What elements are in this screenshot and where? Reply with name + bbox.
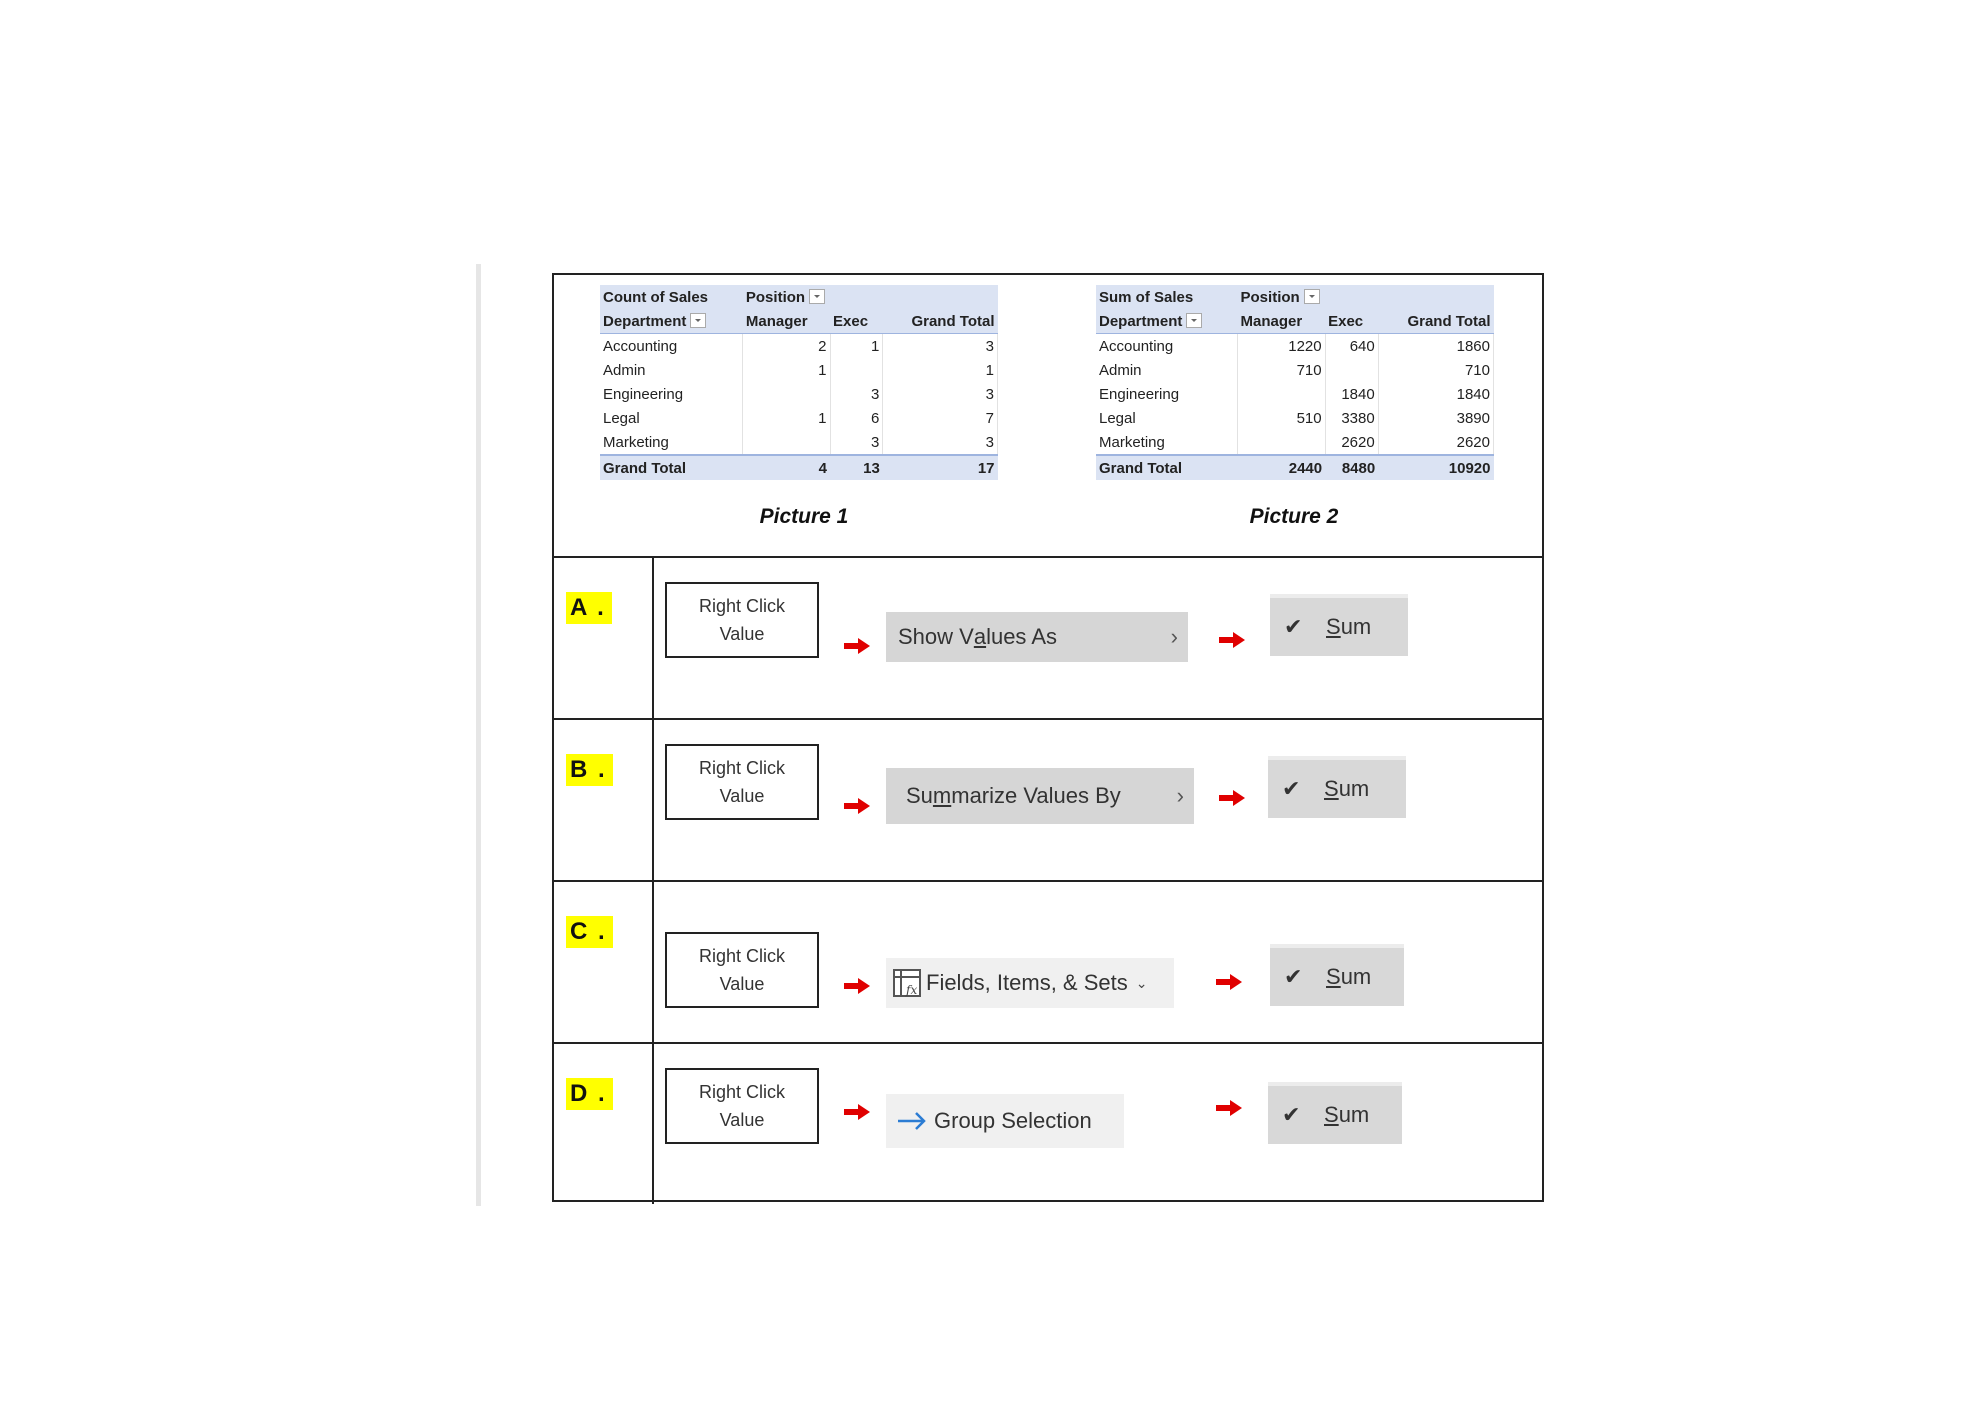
page-margin-bar — [476, 264, 481, 1206]
value-cell[interactable] — [743, 430, 830, 455]
dept-cell: Engineering — [1096, 382, 1238, 406]
grand-total-label: Grand Total — [600, 455, 743, 480]
red-arrow-icon — [844, 798, 870, 814]
dropdown-icon[interactable] — [1186, 313, 1202, 328]
dept-cell: Accounting — [1096, 334, 1238, 359]
checkmark-icon: ✔ — [1284, 614, 1303, 639]
pivot-corner: Sum of Sales — [1096, 285, 1238, 309]
rc-line: Value — [719, 974, 765, 994]
dept-cell: Admin — [600, 358, 743, 382]
value-cell[interactable] — [1238, 382, 1326, 406]
right-click-box — [665, 932, 819, 1008]
pivot-table-count — [600, 285, 998, 480]
value-cell[interactable]: 3 — [883, 382, 998, 406]
sum-menu-item[interactable]: ✔ S um — [1270, 594, 1408, 656]
right-click-box — [665, 744, 819, 820]
grand-total-label: Grand Total — [1096, 455, 1238, 480]
group-selection-button[interactable]: Group Selection — [886, 1094, 1124, 1148]
value-cell[interactable]: 8480 — [1325, 455, 1378, 480]
option-a-row — [554, 558, 1542, 720]
table-row — [1096, 334, 1494, 359]
arrow-right-icon — [896, 1110, 928, 1132]
value-cell[interactable]: 10920 — [1378, 455, 1493, 480]
pivot-pictures-section — [554, 275, 1542, 558]
col-header: Exec — [1325, 309, 1378, 334]
value-cell[interactable]: 4 — [743, 455, 830, 480]
value-cell[interactable]: 1 — [743, 406, 830, 430]
table-row — [1096, 358, 1494, 382]
rc-line: Value — [719, 624, 765, 644]
checkmark-icon: ✔ — [1282, 776, 1301, 801]
dept-cell: Accounting — [600, 334, 743, 359]
rc-line: Value — [719, 786, 765, 806]
value-cell[interactable]: 3 — [830, 430, 883, 455]
dept-cell: Legal — [600, 406, 743, 430]
value-cell[interactable]: 640 — [1325, 334, 1378, 359]
table-row — [600, 382, 998, 406]
pivot-column-row — [600, 309, 998, 334]
col-header: Exec — [830, 309, 883, 334]
table-row — [1096, 406, 1494, 430]
rc-line: Right Click — [698, 758, 786, 778]
grand-total-row — [1096, 455, 1494, 480]
value-cell[interactable]: 710 — [1238, 358, 1326, 382]
value-cell[interactable]: 6 — [830, 406, 883, 430]
col-header: Grand Total — [1378, 309, 1493, 334]
value-cell[interactable] — [743, 382, 830, 406]
rc-line: Right Click — [698, 1082, 786, 1102]
value-cell[interactable]: 1220 — [1238, 334, 1326, 359]
show-values-as-menu-item[interactable]: Show V a lues As › — [886, 612, 1188, 662]
red-arrow-icon — [1216, 1100, 1242, 1116]
value-cell[interactable] — [1238, 430, 1326, 455]
column-divider — [652, 1044, 654, 1204]
table-row — [1096, 430, 1494, 455]
column-divider — [652, 882, 654, 1042]
col-header: Manager — [1238, 309, 1326, 334]
option-letter: C . — [566, 916, 613, 948]
option-letter: A . — [566, 592, 612, 624]
sum-menu-item[interactable]: ✔ S um — [1270, 944, 1404, 1006]
table-row — [1096, 382, 1494, 406]
pivot-column-row — [1096, 309, 1494, 334]
department-filter[interactable]: Department — [1096, 309, 1238, 334]
value-cell[interactable]: 2440 — [1238, 455, 1326, 480]
value-cell[interactable]: 1840 — [1325, 382, 1378, 406]
value-cell[interactable]: 3380 — [1325, 406, 1378, 430]
sum-menu-item[interactable]: ✔ S um — [1268, 756, 1406, 818]
dept-cell: Admin — [1096, 358, 1238, 382]
dropdown-icon[interactable] — [809, 289, 825, 304]
rc-line: Right Click — [698, 946, 786, 966]
pivot-table-sum — [1096, 285, 1494, 480]
value-cell[interactable] — [1325, 358, 1378, 382]
table-row — [600, 334, 998, 359]
right-click-box — [665, 582, 819, 658]
value-cell[interactable]: 2620 — [1325, 430, 1378, 455]
value-cell[interactable]: 2 — [743, 334, 830, 359]
right-click-box — [665, 1068, 819, 1144]
fields-items-sets-icon — [892, 968, 922, 998]
position-filter[interactable]: Position — [743, 285, 998, 309]
red-arrow-icon — [1216, 974, 1242, 990]
table-row — [600, 358, 998, 382]
value-cell[interactable]: 710 — [1378, 358, 1493, 382]
red-arrow-icon — [844, 1104, 870, 1120]
chevron-right-icon: › — [1170, 624, 1178, 649]
value-cell[interactable]: 3890 — [1378, 406, 1493, 430]
red-arrow-icon — [844, 978, 870, 994]
caption-picture-2: Picture 2 — [1249, 505, 1339, 528]
red-arrow-icon — [844, 638, 870, 654]
value-cell[interactable]: 1860 — [1378, 334, 1493, 359]
table-row — [600, 430, 998, 455]
position-filter[interactable]: Position — [1238, 285, 1494, 309]
value-cell[interactable]: 3 — [883, 334, 998, 359]
rc-line: Value — [719, 1110, 765, 1130]
value-cell[interactable]: 7 — [883, 406, 998, 430]
dropdown-icon[interactable] — [1304, 289, 1320, 304]
column-divider — [652, 720, 654, 880]
checkmark-icon: ✔ — [1282, 1102, 1301, 1127]
red-arrow-icon — [1219, 790, 1245, 806]
value-cell[interactable] — [830, 358, 883, 382]
option-c-row — [554, 882, 1542, 1044]
value-cell[interactable]: 1840 — [1378, 382, 1493, 406]
dept-cell: Marketing — [600, 430, 743, 455]
dropdown-icon[interactable] — [690, 313, 706, 328]
summarize-values-by-menu-item[interactable]: Su m marize Values By › — [886, 768, 1194, 824]
option-letter: B . — [566, 754, 613, 786]
fields-items-sets-button[interactable]: fx Fields, Items, & Sets ⌄ — [886, 958, 1174, 1008]
value-cell[interactable]: 510 — [1238, 406, 1326, 430]
grand-total-row — [600, 455, 998, 480]
col-header: Grand Total — [883, 309, 998, 334]
chevron-right-icon: › — [1176, 783, 1184, 808]
option-d-row — [554, 1044, 1542, 1204]
table-row — [600, 406, 998, 430]
option-b-row — [554, 720, 1542, 882]
value-cell[interactable]: 17 — [883, 455, 998, 480]
caption-picture-1: Picture 1 — [759, 505, 849, 528]
question-frame — [552, 273, 1544, 1202]
pivot-header-row — [1096, 285, 1494, 309]
red-arrow-icon — [1219, 632, 1245, 648]
value-cell[interactable]: 3 — [830, 382, 883, 406]
value-cell[interactable]: 2620 — [1378, 430, 1493, 455]
pivot-corner: Count of Sales — [600, 285, 743, 309]
sum-menu-item[interactable]: ✔ S um — [1268, 1082, 1402, 1144]
checkmark-icon: ✔ — [1284, 964, 1303, 989]
chevron-down-icon: ⌄ — [1135, 974, 1148, 991]
value-cell[interactable]: 1 — [883, 358, 998, 382]
value-cell[interactable]: 13 — [830, 455, 883, 480]
value-cell[interactable]: 1 — [743, 358, 830, 382]
dept-cell: Engineering — [600, 382, 743, 406]
department-filter[interactable]: Department — [600, 309, 743, 334]
dept-cell: Legal — [1096, 406, 1238, 430]
option-letter: D . — [566, 1078, 613, 1110]
svg-text:fx: fx — [906, 983, 918, 997]
column-divider — [652, 558, 654, 718]
rc-line: Right Click — [698, 596, 786, 616]
value-cell[interactable]: 1 — [830, 334, 883, 359]
col-header: Manager — [743, 309, 830, 334]
dept-cell: Marketing — [1096, 430, 1238, 455]
pivot-header-row — [600, 285, 998, 309]
value-cell[interactable]: 3 — [883, 430, 998, 455]
